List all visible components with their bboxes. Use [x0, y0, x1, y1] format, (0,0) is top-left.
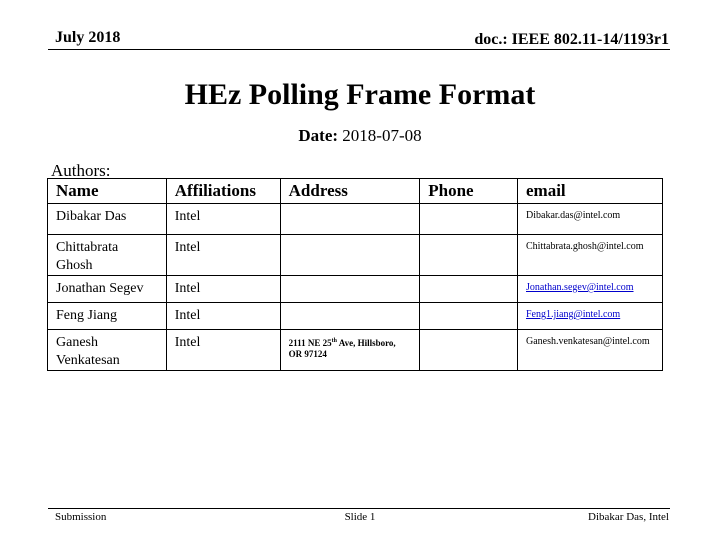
author-affiliation: Intel [166, 303, 280, 330]
table-row [48, 303, 663, 330]
author-email: Dibakar.das@intel.com [518, 204, 663, 235]
author-email: Ganesh.venkatesan@intel.com [518, 330, 663, 371]
author-address [280, 204, 420, 235]
author-name: Chittabrata Ghosh [48, 235, 167, 276]
column-header-phone: Phone [420, 179, 518, 204]
date-value: 2018-07-08 [342, 126, 422, 145]
authors-label: Authors: [51, 161, 111, 180]
author-phone [420, 276, 518, 303]
header-divider [48, 49, 670, 50]
author-email: Chittabrata.ghosh@intel.com [518, 235, 663, 276]
author-name: Jonathan Segev [48, 276, 167, 303]
column-header-affiliations: Affiliations [166, 179, 280, 204]
table-header-row [48, 179, 663, 204]
author-email-link[interactable]: Feng1.jiang@intel.com [526, 309, 621, 320]
author-name: Feng Jiang [48, 303, 167, 330]
address-rest: Ave, Hillsboro, OR 97124 [288, 338, 396, 359]
author-affiliation: Intel [166, 330, 280, 371]
author-email [518, 303, 663, 330]
author-phone [420, 235, 518, 276]
authors-table [47, 178, 663, 371]
column-header-address: Address [280, 179, 420, 204]
column-header-name: Name [48, 179, 167, 204]
table-row [48, 330, 663, 371]
author-phone [420, 330, 518, 371]
author-address [280, 330, 420, 371]
address-street-number: 2111 NE 25 [288, 338, 332, 348]
date-label: Date: [298, 126, 339, 145]
author-address [280, 303, 420, 330]
date-line [0, 126, 720, 146]
author-phone [420, 303, 518, 330]
table-row [48, 204, 663, 235]
author-address [280, 235, 420, 276]
author-phone [420, 204, 518, 235]
author-email [518, 276, 663, 303]
slide-title: HEz Polling Frame Format [184, 78, 536, 111]
table-row [48, 235, 663, 276]
author-address [280, 276, 420, 303]
footer-divider [48, 508, 670, 509]
author-name: Dibakar Das [48, 204, 167, 235]
address-ordinal-suffix: th [331, 338, 337, 344]
author-email-link[interactable]: Jonathan.segev@intel.com [526, 282, 634, 293]
footer-author: Dibakar Das, Intel [588, 511, 669, 523]
author-affiliation: Intel [166, 204, 280, 235]
header-date: July 2018 [55, 29, 121, 46]
header-doc-id: doc.: IEEE 802.11-14/1193r1 [474, 31, 669, 48]
table-row [48, 276, 663, 303]
author-affiliation: Intel [166, 276, 280, 303]
footer-submission: Submission [55, 511, 107, 523]
author-affiliation: Intel [166, 235, 280, 276]
column-header-email: email [518, 179, 663, 204]
author-name: Ganesh Venkatesan [48, 330, 167, 371]
footer-slide-number: Slide 1 [344, 511, 376, 523]
